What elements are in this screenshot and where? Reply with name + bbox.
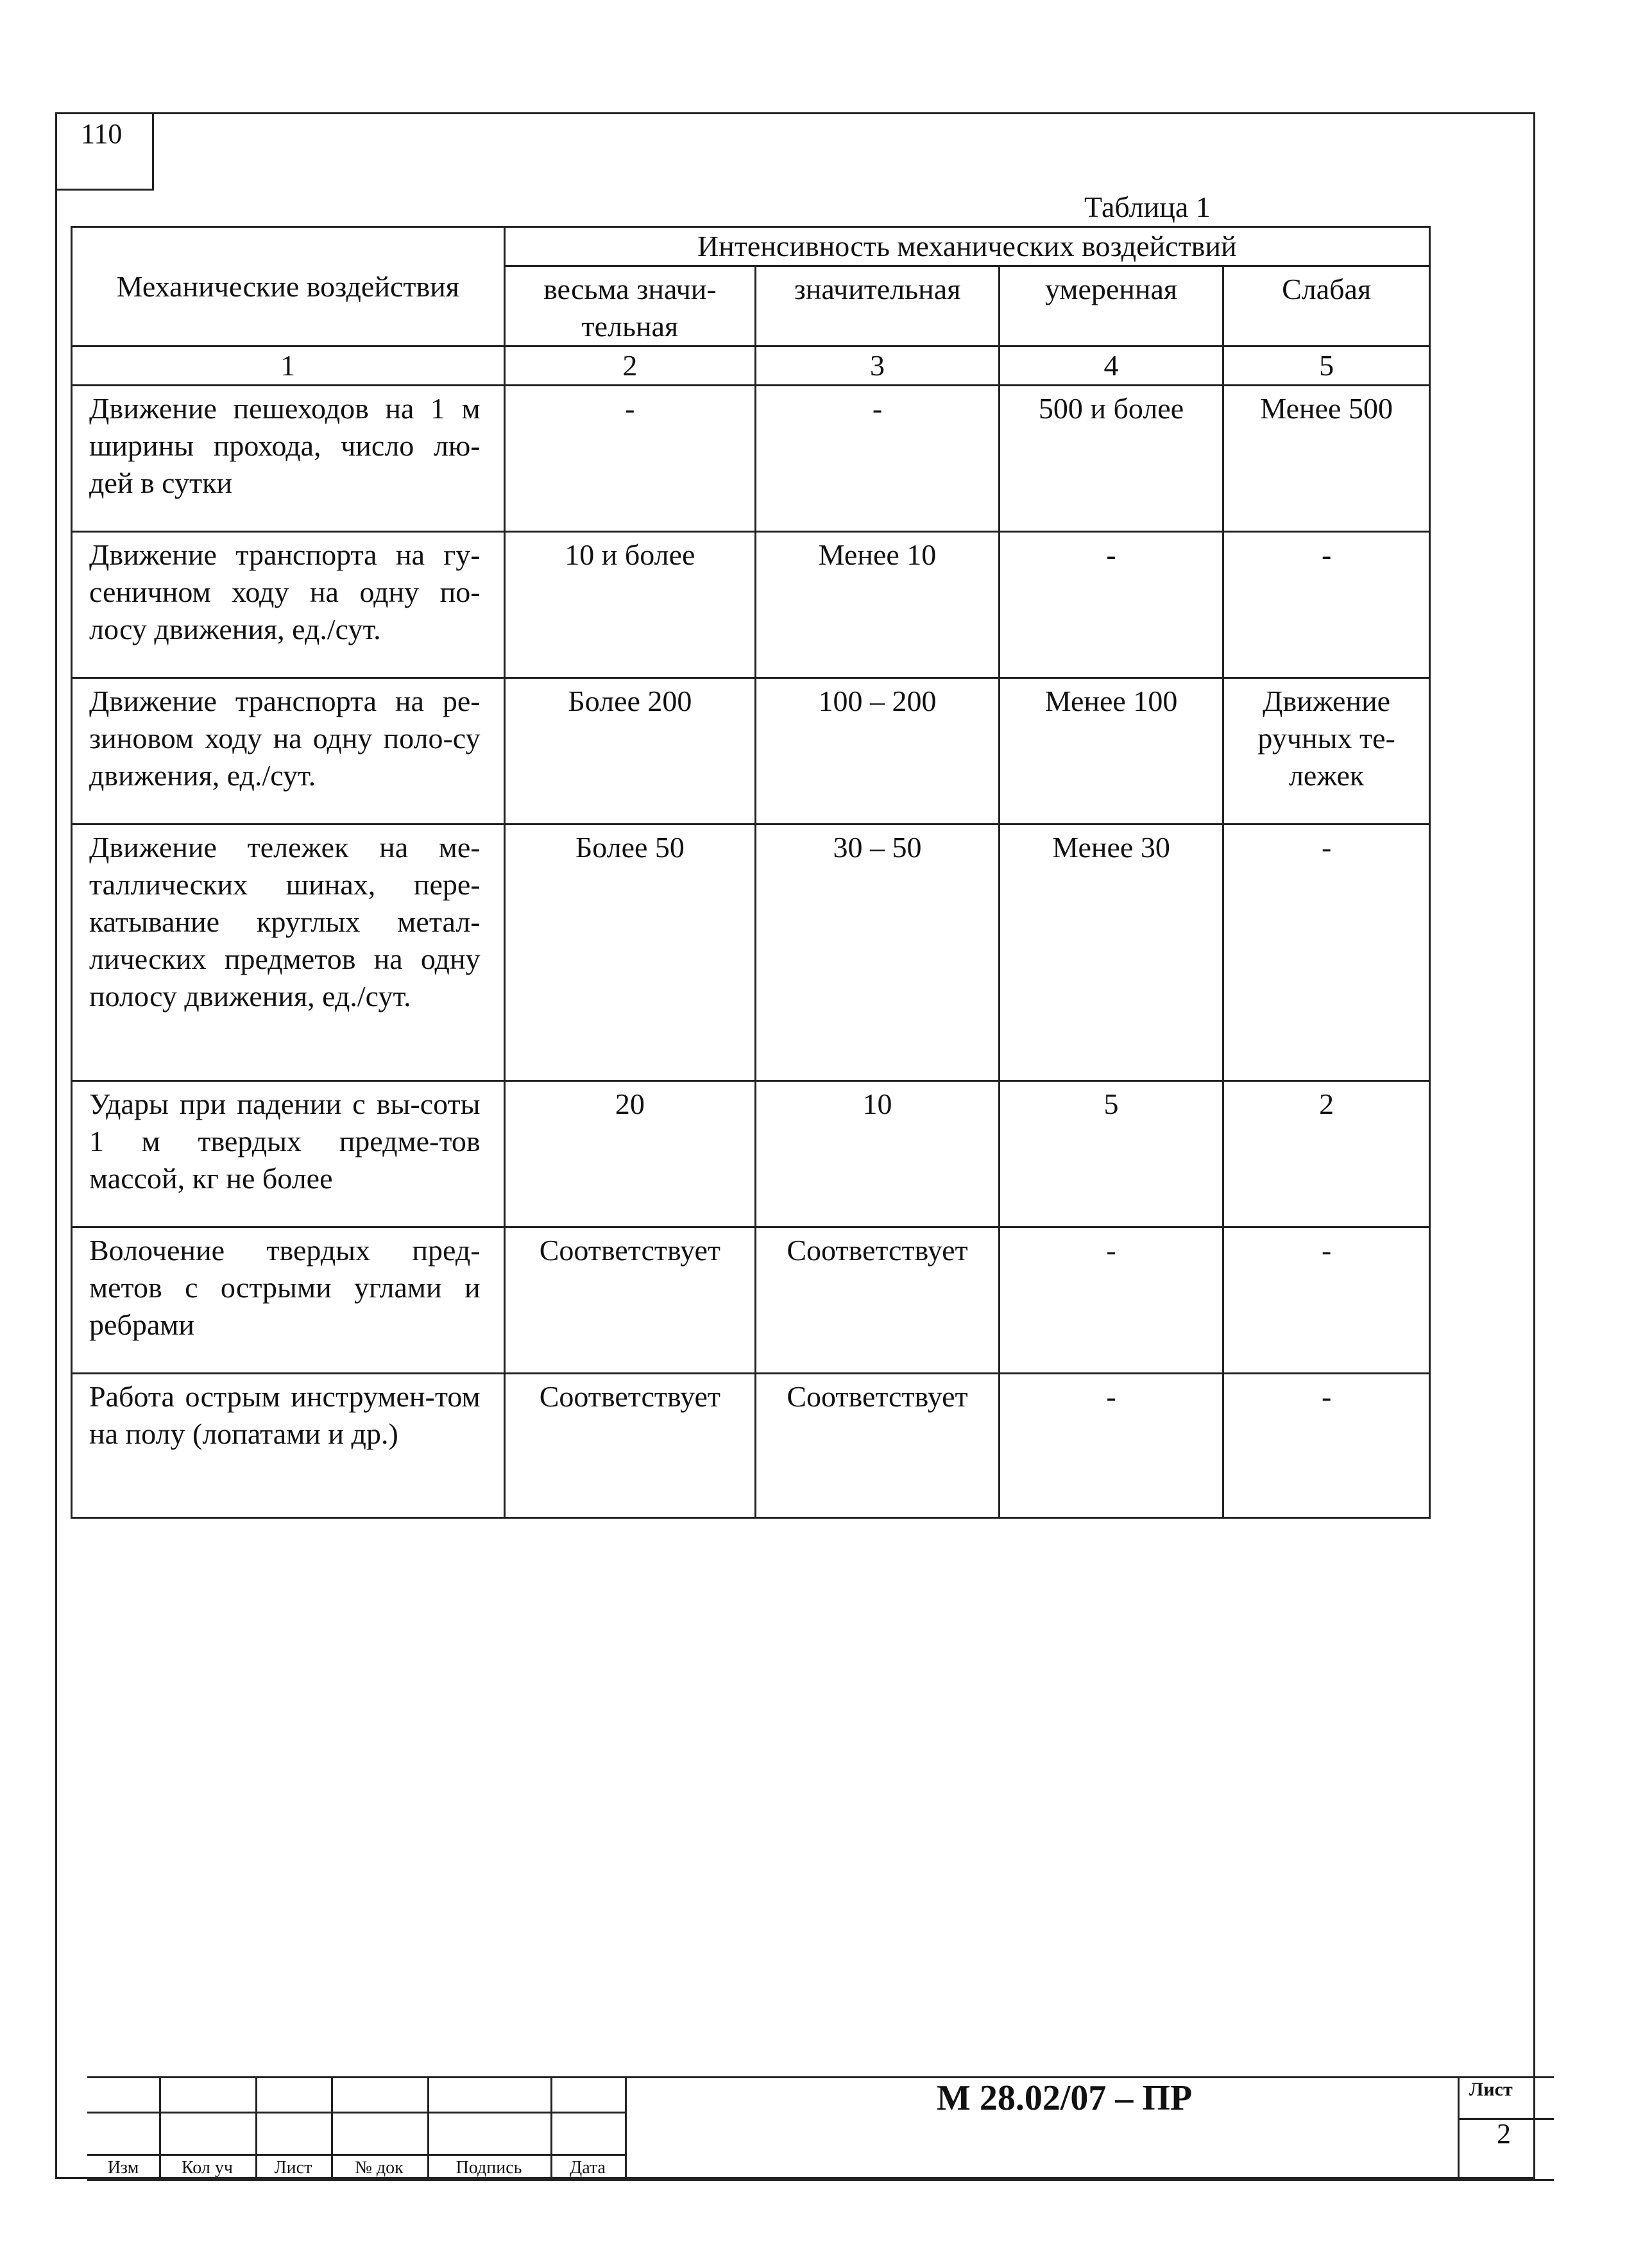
stamp-row-line (87, 2154, 625, 2156)
row-value: - (999, 1227, 1223, 1374)
row-value: 10 и более (504, 532, 756, 678)
table-row (72, 1227, 1430, 1374)
subheader-3: умеренная (999, 266, 1223, 346)
row-value: Соответствует (504, 1227, 756, 1374)
column-number: 1 (72, 346, 505, 386)
title-block (87, 2076, 1554, 2179)
table-row (72, 532, 1430, 678)
row-value: - (504, 386, 756, 532)
row-value: Менее 500 (1223, 386, 1430, 532)
header-group: Интенсивность механических воздействий (504, 227, 1429, 266)
table-row (72, 386, 1430, 532)
row-value: - (756, 386, 1000, 532)
row-value: - (999, 1374, 1223, 1518)
row-label: Волочение твердых пред-метов с острыми углами и ребрами (72, 1227, 505, 1374)
row-value: 2 (1223, 1081, 1430, 1227)
sheet-label: Лист (1469, 2079, 1513, 2100)
row-label: Движение транспорта на гу-сеничном ходу на одну по-лосу движения, ед./сут. (72, 532, 505, 678)
row-value: 30 – 50 (756, 824, 1000, 1081)
row-value: - (999, 532, 1223, 678)
stamp-label-izm: Изм (107, 2158, 139, 2178)
row-value: 20 (504, 1081, 756, 1227)
column-number: 2 (504, 346, 756, 386)
sheet-number: 2 (1497, 2118, 1511, 2149)
stamp-label-doc-no: № док (355, 2158, 404, 2178)
column-number: 5 (1223, 346, 1430, 386)
row-label: Движение пешеходов на 1 м ширины прохода, число лю-дей в сутки (72, 386, 505, 532)
stamp-bottom-line (87, 2179, 1554, 2181)
subheader-1: весьма значи-тельная (504, 266, 756, 346)
row-label: Движение транспорта на ре-зиновом ходу на одну поло-су движения, ед./сут. (72, 678, 505, 824)
table-row (72, 678, 1430, 824)
stamp-label-list: Лист (274, 2158, 312, 2178)
row-value: - (1223, 1227, 1430, 1374)
row-label: Удары при падении с вы-соты 1 м твердых предме-тов массой, кг не более (72, 1081, 505, 1227)
row-value: - (1223, 1374, 1430, 1518)
row-value: - (1223, 824, 1430, 1081)
document-code: М 28.02/07 – ПР (937, 2078, 1193, 2118)
header-left: Механические воздействия (72, 227, 505, 346)
row-value: Менее 100 (999, 678, 1223, 824)
stamp-label-signature: Подпись (456, 2158, 522, 2178)
table-row (72, 1374, 1430, 1518)
row-value: - (1223, 532, 1430, 678)
row-value: Менее 10 (756, 532, 1000, 678)
table-row (72, 824, 1430, 1081)
row-value: Движение ручных те-лежек (1223, 678, 1430, 824)
stamp-divider (625, 2078, 627, 2181)
row-value: Менее 30 (999, 824, 1223, 1081)
row-value: Соответствует (504, 1374, 756, 1518)
column-number: 3 (756, 346, 1000, 386)
stamp-label-date: Дата (570, 2158, 606, 2178)
row-value: 10 (756, 1081, 1000, 1227)
row-value: 5 (999, 1081, 1223, 1227)
row-value: 500 и более (999, 386, 1223, 532)
stamp-divider (1458, 2078, 1460, 2181)
row-label: Работа острым инструмен-том на полу (лопатами и др.) (72, 1374, 505, 1518)
row-value: Более 200 (504, 678, 756, 824)
row-value: Соответствует (756, 1374, 1000, 1518)
stamp-row-line (87, 2112, 625, 2114)
impact-table (71, 226, 1431, 1519)
stamp-label-kol-uch: Кол уч (182, 2158, 233, 2178)
page-number: 110 (55, 112, 154, 191)
row-value: Соответствует (756, 1227, 1000, 1374)
row-value: 100 – 200 (756, 678, 1000, 824)
table-caption: Таблица 1 (1084, 191, 1211, 223)
row-label: Движение тележек на ме-таллических шинах, пере-катывание круглых метал-лических предметов на одну полосу движения, ед./сут. (72, 824, 505, 1081)
row-value: Более 50 (504, 824, 756, 1081)
subheader-2: значительная (756, 266, 1000, 346)
table-row (72, 1081, 1430, 1227)
column-number: 4 (999, 346, 1223, 386)
subheader-4: Слабая (1223, 266, 1430, 346)
